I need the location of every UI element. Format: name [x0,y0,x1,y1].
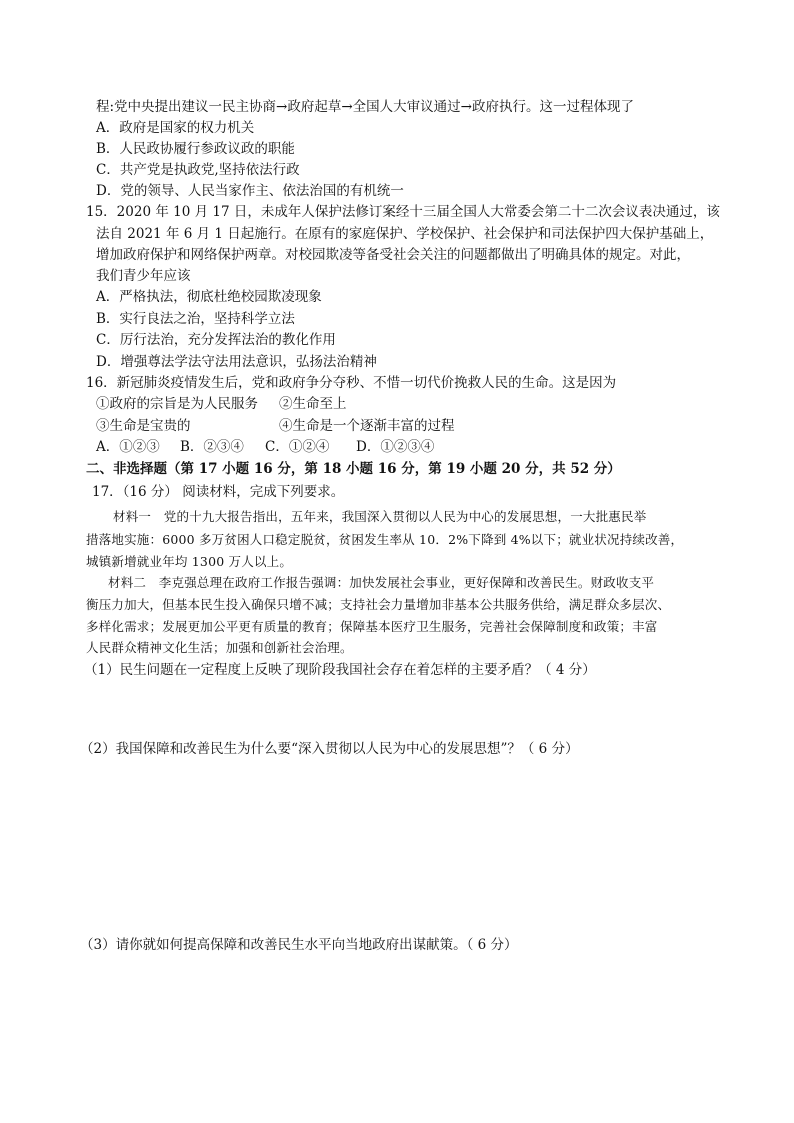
q16-item-3: ③生命是宝贵的 [96,418,191,434]
q15-option-b: B．实行良法之治，坚持科学立法 [96,311,295,327]
q17-subquestion-1: （1）民生问题在一定程度上反映了现阶段我国社会存在着怎样的主要矛盾？（ 4 分） [84,662,596,678]
q15-stem-line-3: 增加政府保护和网络保护两章。对校园欺凌等备受社会关注的问题都做出了明确具体的规定。对此， [96,247,690,263]
q17-subquestion-2: （2）我国保障和改善民生为什么要“深入贯彻以人民为中心的发展思想”？（ 6 分） [80,741,579,757]
q16-item-1: ①政府的宗旨是为人民服务 [96,396,258,412]
q14-option-b: B．人民政协履行参政议政的职能 [96,141,295,157]
q16-item-2: ②生命至上 [279,396,347,412]
q17-material-1-line-2: 措落地实施：6000 多万贫困人口稳定脱贫，贫困发生率从 10．2%下降到 4%以下；就业状况持续改善， [86,532,684,547]
q17-material-2-line-2: 衡压力加大，但基本民生投入确保只增不减；支持社会力量增加非基本公共服务供给，满足群众多层次、 [86,597,671,612]
q17-material-2-line-1: 材料二 李克强总理在政府工作报告强调：加快发展社会事业，更好保障和改善民生。财政收支平 [108,575,655,590]
q15-stem-line-2: 法自 2021 年 6 月 1 日起施行。在原有的家庭保护、学校保护、社会保护和司法保护四大保护基础上， [96,226,714,242]
q14-option-c: C．共产党是执政党,坚持依法行政 [96,162,300,178]
q16-stem: 16．新冠肺炎疫情发生后，党和政府争分夺秒、不惜一切代价挽救人民的生命。这是因为 [86,375,617,391]
q16-option-a: A．①②③ [96,439,160,455]
q17-head: 17．（16 分） 阅读材料，完成下列要求。 [92,484,345,500]
q14-option-d: D．党的领导、人民当家作主、依法治国的有机统一 [96,183,404,199]
q17-material-1-line-1: 材料一 党的十九大报告指出，五年来，我国深入贯彻以人民为中心的发展思想，一大批惠民举 [113,509,647,524]
q15-option-a: A．严格执法，彻底杜绝校园欺凌现象 [96,289,322,305]
q16-option-d: D．①②③④ [356,439,435,455]
q15-stem-line-1: 15．2020 年 10 月 17 日，未成年人保护法修订案经十三届全国人大常委会第二十二次会议表决通过，该 [86,204,720,220]
q17-material-2-line-3: 多样化需求；发展更加公平更有质量的教育；保障基本医疗卫生服务，完善社会保障制度和政策；丰富 [86,619,658,634]
q17-subquestion-3: （3）请你就如何提高保障和改善民生水平向当地政府出谋献策。（ 6 分） [80,937,518,953]
q16-option-c: C．①②④ [265,439,330,455]
q16-item-4: ④生命是一个逐渐丰富的过程 [279,418,455,434]
q15-stem-line-4: 我们青少年应该 [96,268,191,284]
section-2-title: 二、非选择题（第 17 小题 16 分，第 18 小题 16 分，第 19 小题 20 分，共 52 分） [86,461,621,477]
q14-stem-continuation: 程:党中央提出建议一民主协商→政府起草→全国人大审议通过→政府执行。这一过程体现了 [96,99,634,115]
q17-material-2-line-4: 人民群众精神文化生活；加强和创新社会治理。 [86,640,353,655]
q15-option-d: D．增强尊法学法守法用法意识，弘扬法治精神 [96,354,377,370]
q16-option-b: B．②③④ [180,439,244,455]
q14-option-a: A．政府是国家的权力机关 [96,120,255,136]
q17-material-1-line-3: 城镇新增就业年均 1300 万人以上。 [86,554,293,569]
q15-option-c: C．厉行法治，充分发挥法治的教化作用 [96,332,336,348]
